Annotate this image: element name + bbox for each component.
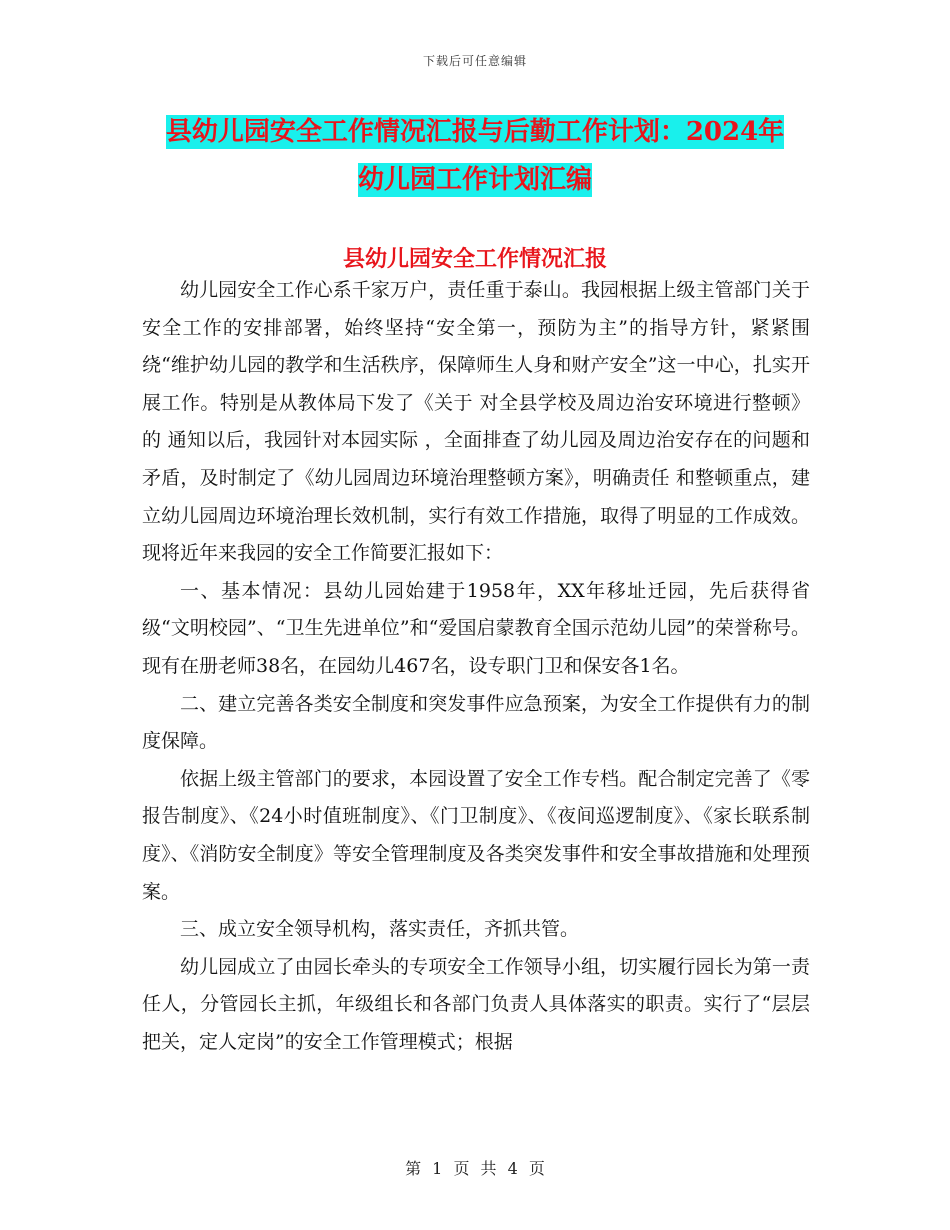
document-title [0,108,950,204]
document-title-line-1: 县幼儿园安全工作情况汇报与后勤工作计划：2024年 [165,117,785,147]
document-title-line-2: 幼儿园工作计划汇编 [357,165,592,195]
page-header-note: 下载后可任意编辑 [422,54,527,68]
paragraph-intro: 幼儿园安全工作心系千家万户，责任重于泰山。我园根据上级主管部门关于安全工作的安排部署，始终坚持“安全第一，预防为主”的指导方针，紧紧围绕“维护幼儿园的教学和生活秩序，保障师生人身和财产安全”这一中心，扎实开展工作。特别是从教体局下发了《关于 对全县学校及周边治安环境进行整顿》的 通知以后，我园针对本园实际 ，全面排查了幼儿园及周边治安存在的问题和矛盾，及时制定了《幼儿园周边环境治理整顿方案》，明确责任 和整顿重点，建立幼儿园周边环境治理长效机制，实行有效工作措施，取得了明显的工作成效。现将近年来我园的安全工作简要汇报如下： [142,279,810,565]
paragraph-heading-2: 二、建立完善各类安全制度和突发事件应急预案，为安全工作提供有力的制度保障。 [142,692,810,753]
paragraph-heading-3: 三、成立安全领导机构，落实责任，齐抓共管。 [180,918,580,941]
paragraph-leadership: 幼儿园成立了由园长牵头的专项安全工作领导小组，切实履行园长为第一责任人，分管园长主抓，年级组长和各部门负责人具体落实的职责。实行了“层层把关，定人定岗”的安全工作管理模式；根据 [142,955,810,1053]
paragraph-regulations: 依据上级主管部门的要求，本园设置了安全工作专档。配合制定完善了《零报告制度》、《24小时值班制度》、《门卫制度》、《夜间巡逻制度》、《家长联系制度》、《消防安全制度》等安全管理制度及各类突发事件和安全事故措施和处理预案。 [142,767,810,903]
paragraph-basic-info: 一、基本情况：县幼儿园始建于1958年，XX年移址迁园，先后获得省级“文明校园”、“卫生先进单位”和“爱国启蒙教育全国示范幼儿园”的荣誉称号。现有在册老师38名，在园幼儿467名，设专职门卫和保安各1名。 [142,579,810,677]
document-body [142,272,810,1061]
page-number: 第 1 页 共 4 页 [405,1159,545,1178]
section-heading: 县幼儿园安全工作情况汇报 [342,246,607,272]
